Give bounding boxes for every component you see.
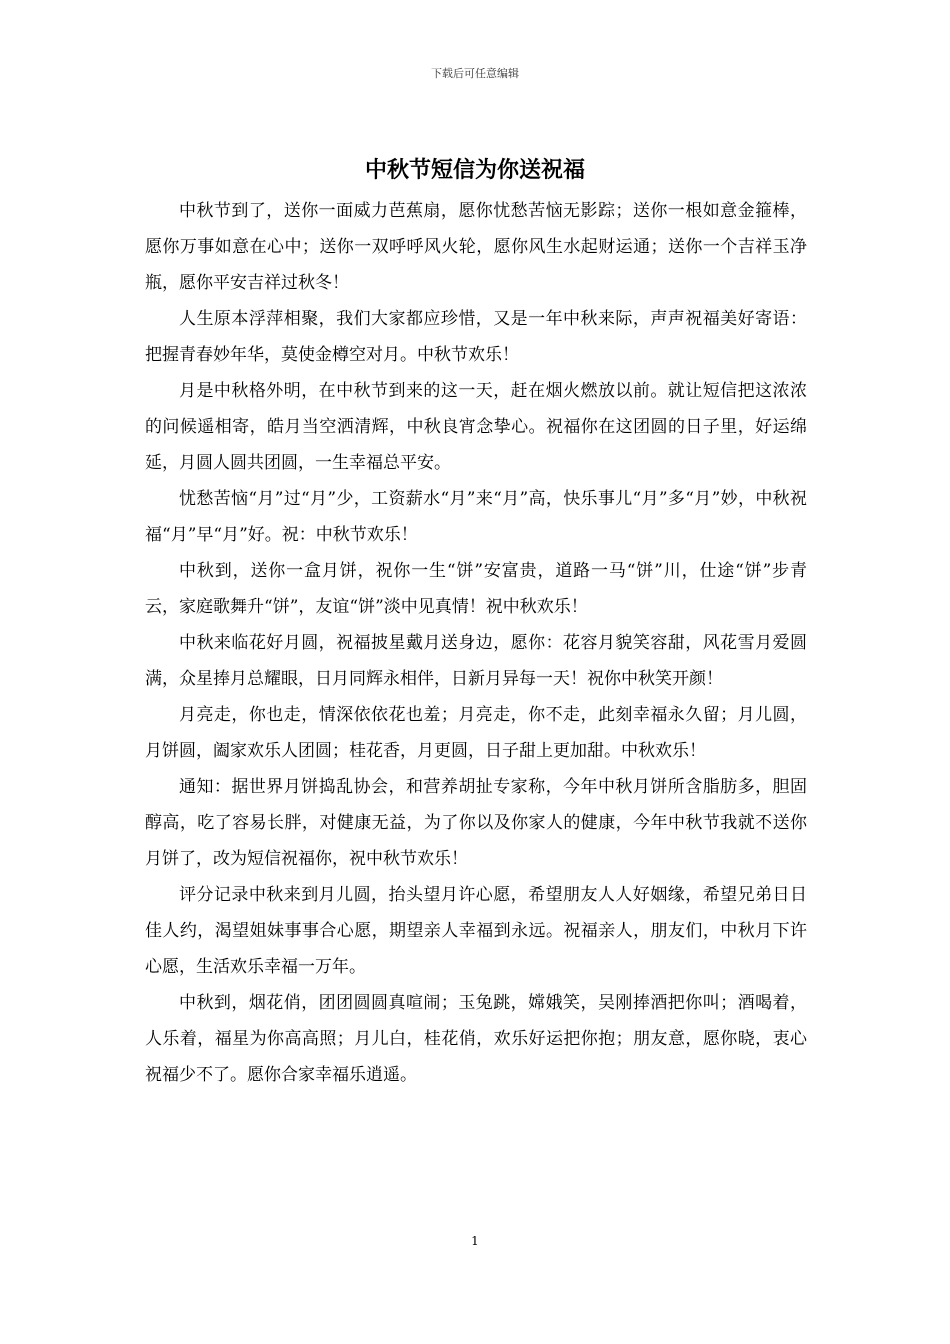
paragraph: 中秋到，烟花俏，团团圆圆真喧闹；玉兔跳，嫦娥笑，吴刚捧酒把你叫；酒喝着，人乐着，福星为你高高照；月儿白，桂花俏，欢乐好运把你抱；朋友意，愿你晓，衷心祝福少不了。愿你合家幸福乐逍遥。 [145, 993, 807, 1085]
paragraph: 忧愁苦恼“月”过“月”少，工资薪水“月”来“月”高，快乐事儿“月”多“月”妙，中秋祝福“月”早“月”好。祝：中秋节欢乐！ [145, 489, 807, 545]
paragraph: 人生原本浮萍相聚，我们大家都应珍惜，又是一年中秋来际，声声祝福美好寄语：把握青春妙年华，莫使金樽空对月。中秋节欢乐！ [145, 309, 807, 365]
paragraph: 评分记录中秋来到月儿圆，抬头望月许心愿，希望朋友人人好姻缘，希望兄弟日日佳人约，渴望姐妹事事合心愿，期望亲人幸福到永远。祝福亲人，朋友们，中秋月下许心愿，生活欢乐幸福一万年。 [145, 885, 807, 977]
document-body [145, 193, 807, 1093]
paragraph: 通知：据世界月饼捣乱协会，和营养胡扯专家称，今年中秋月饼所含脂肪多，胆固醇高，吃了容易长胖，对健康无益，为了你以及你家人的健康，今年中秋节我就不送你月饼了，改为短信祝福你，祝中秋节欢乐！ [145, 777, 807, 869]
page-number: 1 [471, 1234, 479, 1248]
document-title: 中秋节短信为你送祝福 [364, 157, 585, 183]
paragraph: 中秋节到了，送你一面威力芭蕉扇，愿你忧愁苦恼无影踪；送你一根如意金箍棒，愿你万事如意在心中；送你一双呼呼风火轮，愿你风生水起财运通；送你一个吉祥玉净瓶，愿你平安吉祥过秋冬！ [145, 201, 807, 293]
paragraph: 月亮走，你也走，情深依依花也羞；月亮走，你不走，此刻幸福永久留；月儿圆，月饼圆，阖家欢乐人团圆；桂花香，月更圆，日子甜上更加甜。中秋欢乐！ [145, 705, 807, 761]
paragraph: 中秋来临花好月圆，祝福披星戴月送身边，愿你：花容月貌笑容甜，风花雪月爱圆满，众星捧月总耀眼，日月同辉永相伴，日新月异每一天！祝你中秋笑开颜！ [145, 633, 807, 689]
paragraph: 中秋到，送你一盒月饼，祝你一生“饼”安富贵，道路一马“饼”川，仕途“饼”步青云，家庭歌舞升“饼”，友谊“饼”淡中见真情！祝中秋欢乐！ [145, 561, 807, 617]
header-note: 下载后可任意编辑 [431, 67, 519, 80]
paragraph: 月是中秋格外明，在中秋节到来的这一天，赶在烟火燃放以前。就让短信把这浓浓的问候遥相寄，皓月当空洒清辉，中秋良宵念挚心。祝福你在这团圆的日子里，好运绵延，月圆人圆共团圆，一生幸福总平安。 [145, 381, 807, 473]
